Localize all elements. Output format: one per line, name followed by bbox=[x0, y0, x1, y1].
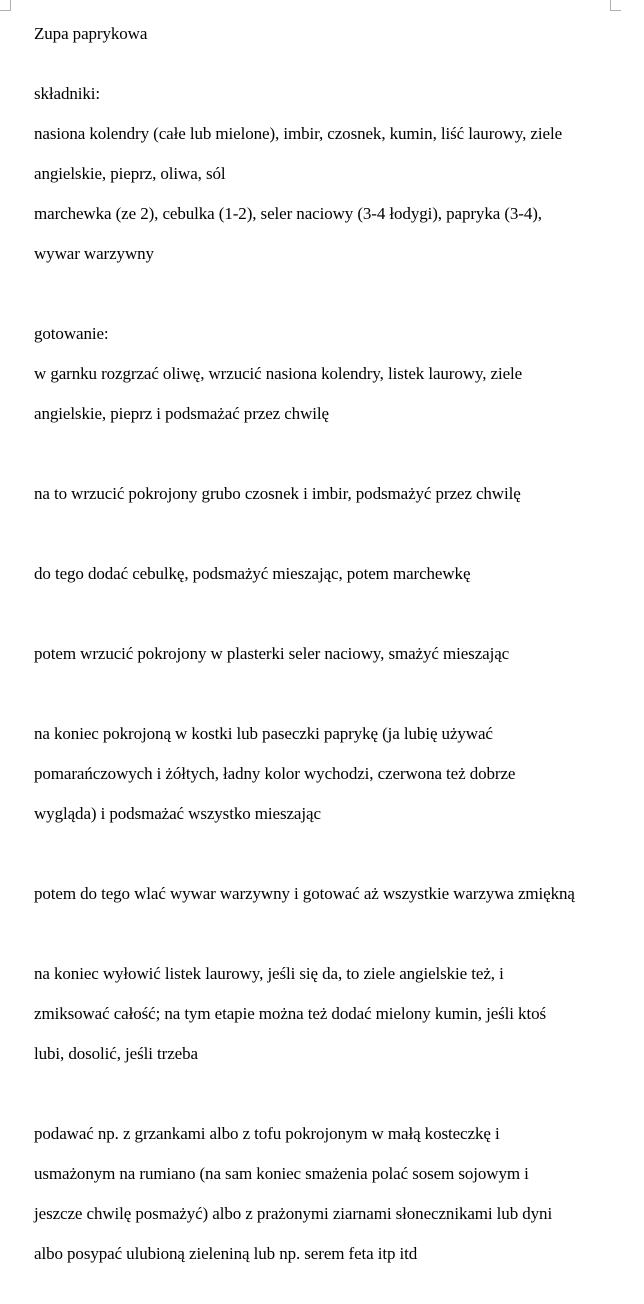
ingredients-line: angielskie, pieprz, oliwa, sól bbox=[34, 164, 226, 183]
step-line: podawać np. z grzankami albo z tofu pokrojonym w małą kosteczkę i bbox=[34, 1124, 500, 1143]
ingredients-line: marchewka (ze 2), cebulka (1-2), seler naciowy (3-4 łodygi), papryka (3-4), bbox=[34, 204, 542, 223]
step-line: na koniec pokrojoną w kostki lub paseczki paprykę (ja lubię używać bbox=[34, 724, 493, 743]
step-line: angielskie, pieprz i podsmażać przez chwilę bbox=[34, 404, 329, 423]
cooking-heading: gotowanie: bbox=[34, 324, 109, 343]
step-line: zmiksować całość; na tym etapie można też dodać mielony kumin, jeśli ktoś bbox=[34, 1004, 546, 1023]
document-title: Zupa paprykowa bbox=[34, 24, 148, 43]
step-line: usmażonym na rumiano (na sam koniec smażenia polać sosem sojowym i bbox=[34, 1164, 529, 1183]
cooking-step bbox=[34, 944, 634, 1084]
step-line: na koniec wyłowić listek laurowy, jeśli się da, to ziele angielskie też, i bbox=[34, 964, 504, 983]
step-line: w garnku rozgrzać oliwę, wrzucić nasiona kolendry, listek laurowy, ziele bbox=[34, 364, 523, 383]
step-line: pomarańczowych i żółtych, ładny kolor wychodzi, czerwona też dobrze bbox=[34, 764, 516, 783]
step-line: potem wrzucić pokrojony w plasterki seler naciowy, smażyć mieszając bbox=[34, 644, 510, 663]
cooking-step bbox=[34, 704, 634, 844]
cooking-step bbox=[34, 624, 634, 684]
step-line: do tego dodać cebulkę, podsmażyć mieszając, potem marchewkę bbox=[34, 564, 471, 583]
document-page bbox=[34, 24, 634, 1304]
ingredients-section bbox=[34, 64, 634, 284]
step-line: potem do tego wlać wywar warzywny i gotować aż wszystkie warzywa zmiękną bbox=[34, 884, 575, 903]
step-line: albo posypać ulubioną zieleniną lub np. serem feta itp itd bbox=[34, 1244, 418, 1263]
cooking-step bbox=[34, 464, 634, 524]
step-line: wygląda) i podsmażać wszystko mieszając bbox=[34, 804, 321, 823]
ingredients-line: wywar warzywny bbox=[34, 244, 154, 263]
step-line: jeszcze chwilę posmażyć) albo z prażonymi ziarnami słonecznikami lub dyni bbox=[34, 1204, 553, 1223]
cooking-step bbox=[34, 304, 634, 444]
cooking-step bbox=[34, 864, 634, 924]
cooking-step bbox=[34, 544, 634, 604]
cooking-step bbox=[34, 1104, 634, 1284]
ingredients-heading: składniki: bbox=[34, 84, 101, 103]
ingredients-line: nasiona kolendry (całe lub mielone), imbir, czosnek, kumin, liść laurowy, ziele bbox=[34, 124, 563, 143]
step-line: lubi, dosolić, jeśli trzeba bbox=[34, 1044, 198, 1063]
page-corner-mark-right bbox=[610, 0, 621, 11]
page-corner-mark-left bbox=[0, 0, 11, 11]
step-line: na to wrzucić pokrojony grubo czosnek i imbir, podsmażyć przez chwilę bbox=[34, 484, 521, 503]
